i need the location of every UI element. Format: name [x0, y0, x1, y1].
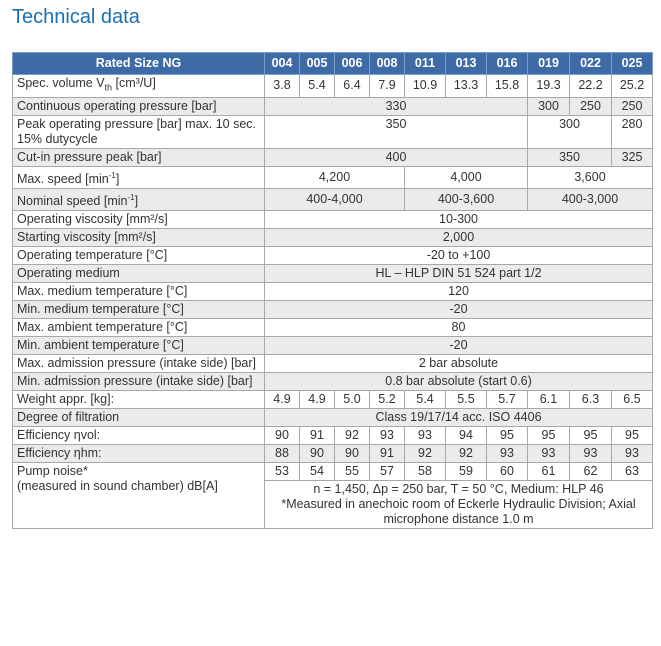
eff-vol-row [13, 426, 653, 444]
table-cell: 93 [487, 444, 528, 462]
noise-row [13, 462, 653, 480]
table-cell: 400-4,000 [265, 188, 405, 210]
page-title: Technical data [12, 6, 140, 28]
row-label: Operating medium [13, 264, 265, 282]
size-header: 005 [300, 53, 335, 75]
table-cell: 93 [528, 444, 570, 462]
row-label: Min. admission pressure (intake side) [bar] [13, 372, 265, 390]
row-label: Degree of filtration [13, 408, 265, 426]
row-label: Efficiency ηvol: [13, 426, 265, 444]
min-medium-temp-row [13, 300, 653, 318]
table-cell: 59 [446, 462, 487, 480]
row-label: Min. medium temperature [°C] [13, 300, 265, 318]
table-cell: 300 [528, 115, 612, 148]
table-cell: 13.3 [446, 75, 487, 98]
table-cell: 15.8 [487, 75, 528, 98]
table-cell: 63 [612, 462, 653, 480]
table-cell: 95 [570, 426, 612, 444]
table-cell: 19.3 [528, 75, 570, 98]
table-cell: 95 [487, 426, 528, 444]
row-label: Continuous operating pressure [bar] [13, 97, 265, 115]
row-label: Operating temperature [°C] [13, 246, 265, 264]
table-cell: 60 [487, 462, 528, 480]
row-label: Spec. volume $V_{th}$ [cm³/U] [13, 75, 265, 98]
table-cell: 0.8 bar absolute (start 0.6) [265, 372, 653, 390]
table-cell: 6.4 [335, 75, 370, 98]
table-cell: 5.4 [405, 390, 446, 408]
size-header: 004 [265, 53, 300, 75]
min-admission-row [13, 372, 653, 390]
table-cell: 58 [405, 462, 446, 480]
table-cell: 4,000 [405, 166, 528, 188]
spec-volume-row [13, 75, 653, 98]
cont-pressure-row [13, 97, 653, 115]
table-cell: 400 [265, 148, 528, 166]
row-label: Max. admission pressure (intake side) [bar] [13, 354, 265, 372]
table-cell: 350 [528, 148, 612, 166]
table-cell: 6.3 [570, 390, 612, 408]
table-cell: 6.5 [612, 390, 653, 408]
table-cell: 90 [265, 426, 300, 444]
row-label: Nominal speed $[\min^{-1}]$ [13, 188, 265, 210]
table-cell: 4,200 [265, 166, 405, 188]
size-header: 019 [528, 53, 570, 75]
table-cell: 280 [612, 115, 653, 148]
table-cell: 330 [265, 97, 528, 115]
header-row [13, 53, 653, 75]
table-cell: 55 [335, 462, 370, 480]
table-cell: 3,600 [528, 166, 653, 188]
max-medium-temp-row [13, 282, 653, 300]
table-cell: 300 [528, 97, 570, 115]
size-header: 025 [612, 53, 653, 75]
table-cell: 5.7 [487, 390, 528, 408]
max-speed-row [13, 166, 653, 188]
table-cell: 93 [612, 444, 653, 462]
table-cell: 400-3,000 [528, 188, 653, 210]
table-cell: 92 [446, 444, 487, 462]
min-ambient-temp-row [13, 336, 653, 354]
table-cell: 61 [528, 462, 570, 480]
size-header: 006 [335, 53, 370, 75]
row-label: Max. ambient temperature [°C] [13, 318, 265, 336]
table-cell: 350 [265, 115, 528, 148]
table-cell: 2,000 [265, 228, 653, 246]
row-label: Efficiency ηhm: [13, 444, 265, 462]
row-label: Pump noise* (measured in sound chamber) dB[A] [13, 462, 265, 528]
row-label: Min. ambient temperature [°C] [13, 336, 265, 354]
table-cell: 7.9 [370, 75, 405, 98]
peak-pressure-row [13, 115, 653, 148]
table-cell: 22.2 [570, 75, 612, 98]
table-cell: 250 [612, 97, 653, 115]
table-cell: 93 [370, 426, 405, 444]
table-cell: 54 [300, 462, 335, 480]
table-cell: 5.5 [446, 390, 487, 408]
eff-hm-row [13, 444, 653, 462]
noise-note: n = 1,450, Δp = 250 bar, T = 50 °C, Medium: HLP 46 *Measured in anechoic room of Eckerle Hydraulic Division; Axial microphone distance 1.0 m [265, 480, 653, 528]
table-cell: 57 [370, 462, 405, 480]
row-label: Max. medium temperature [°C] [13, 282, 265, 300]
table-cell: 95 [528, 426, 570, 444]
header-label: Rated Size NG [13, 53, 265, 75]
table-cell: 120 [265, 282, 653, 300]
table-cell: 93 [570, 444, 612, 462]
row-label: Weight appr. [kg]: [13, 390, 265, 408]
op-medium-row [13, 264, 653, 282]
row-label: Peak operating pressure [bar] max. 10 sec. 15% dutycycle [13, 115, 265, 148]
table-cell: Class 19/17/14 acc. ISO 4406 [265, 408, 653, 426]
size-header: 016 [487, 53, 528, 75]
table-cell: 91 [300, 426, 335, 444]
table-cell: 95 [612, 426, 653, 444]
table-cell: 5.0 [335, 390, 370, 408]
table-cell: 10.9 [405, 75, 446, 98]
row-label: Operating viscosity [mm²/s] [13, 210, 265, 228]
cutin-pressure-row [13, 148, 653, 166]
table-cell: 62 [570, 462, 612, 480]
table-cell: 88 [265, 444, 300, 462]
table-cell: 90 [335, 444, 370, 462]
table-cell: 4.9 [265, 390, 300, 408]
table-cell: 4.9 [300, 390, 335, 408]
row-label: Cut-in pressure peak [bar] [13, 148, 265, 166]
table-cell: 250 [570, 97, 612, 115]
table-cell: 94 [446, 426, 487, 444]
table-cell: 93 [405, 426, 446, 444]
filtration-row [13, 408, 653, 426]
table-cell: 5.4 [300, 75, 335, 98]
row-label: Max. speed $[\min^{-1}]$ [13, 166, 265, 188]
table-cell: -20 [265, 300, 653, 318]
size-header: 013 [446, 53, 487, 75]
row-label: Starting viscosity [mm²/s] [13, 228, 265, 246]
table-cell: -20 to +100 [265, 246, 653, 264]
nominal-speed-row [13, 188, 653, 210]
table-cell: 325 [612, 148, 653, 166]
table-cell: 92 [405, 444, 446, 462]
size-header: 008 [370, 53, 405, 75]
size-header: 022 [570, 53, 612, 75]
table-cell: HL – HLP DIN 51 524 part 1/2 [265, 264, 653, 282]
table-cell: 80 [265, 318, 653, 336]
table-cell: 5.2 [370, 390, 405, 408]
weight-row [13, 390, 653, 408]
op-temp-row [13, 246, 653, 264]
table-cell: 10-300 [265, 210, 653, 228]
size-header: 011 [405, 53, 446, 75]
table-cell: -20 [265, 336, 653, 354]
table-cell: 400-3,600 [405, 188, 528, 210]
technical-data-table [12, 52, 653, 529]
table-cell: 3.8 [265, 75, 300, 98]
start-viscosity-row [13, 228, 653, 246]
table-cell: 90 [300, 444, 335, 462]
table-cell: 91 [370, 444, 405, 462]
table-cell: 25.2 [612, 75, 653, 98]
table-cell: 53 [265, 462, 300, 480]
max-ambient-temp-row [13, 318, 653, 336]
max-admission-row [13, 354, 653, 372]
table-cell: 2 bar absolute [265, 354, 653, 372]
table-cell: 6.1 [528, 390, 570, 408]
op-viscosity-row [13, 210, 653, 228]
table-cell: 92 [335, 426, 370, 444]
